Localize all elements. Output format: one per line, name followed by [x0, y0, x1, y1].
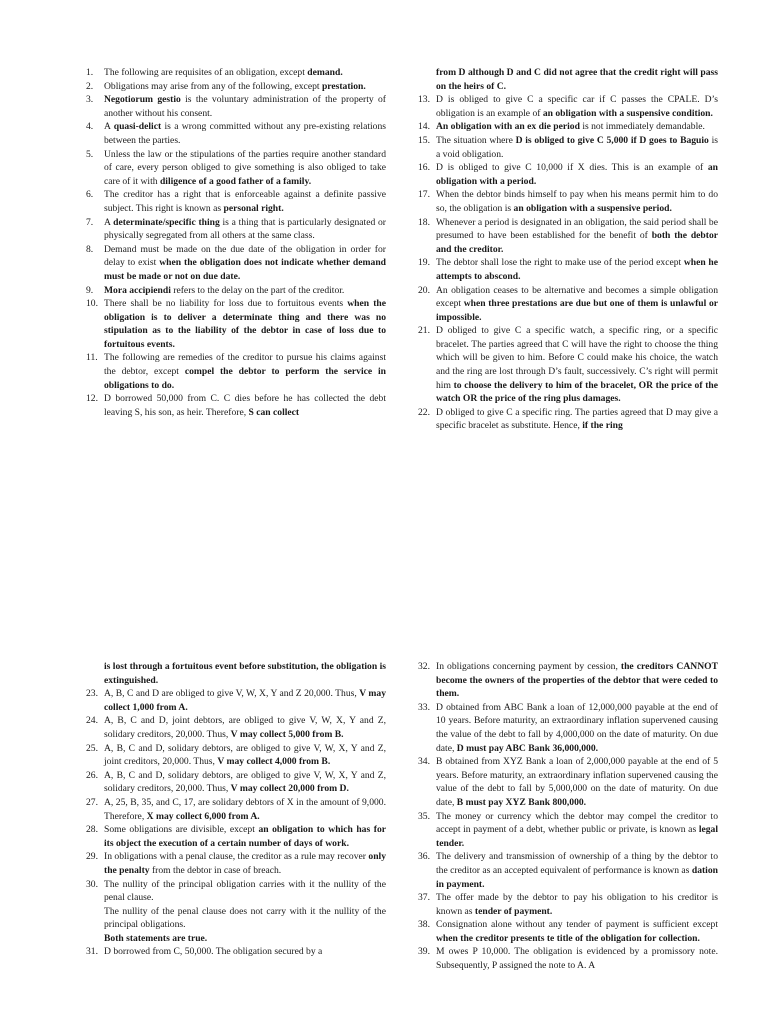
list-item — [418, 188, 718, 215]
answer-text: from D although D and C did not agree that the credit right will pass on the heirs of C. — [436, 67, 718, 92]
question-text: D is obliged to give C a specific car if C passes the CPALE. D’s obligation is an example of — [436, 94, 718, 119]
answer-text: V may collect 1,000 from A. — [104, 688, 386, 713]
list-item — [418, 891, 718, 918]
item-text — [436, 93, 718, 120]
item-number: 6. — [86, 189, 94, 201]
item-text — [436, 134, 718, 161]
item-subparagraph — [104, 905, 386, 932]
question-text: Whenever a period is designated in an obligation, the said period shall be presumed to have been established for the benefit of — [436, 216, 718, 242]
answer-text: both the debtor and the creditor. — [436, 230, 718, 255]
question-text: When the debtor binds himself to pay when his means permit him to do so, the obligation is — [436, 189, 718, 214]
item-text — [436, 161, 718, 188]
item-text — [436, 945, 718, 972]
item-text — [436, 850, 718, 891]
list-item — [86, 714, 386, 741]
answer-text: Negotiorum gestio — [104, 94, 181, 106]
item-text — [436, 216, 718, 257]
list-item — [86, 823, 386, 850]
item-text — [436, 755, 718, 809]
answer-text: V may collect 5,000 from B. — [230, 728, 344, 740]
item-number: 18. — [418, 216, 430, 228]
item-text — [104, 714, 386, 741]
question-text: The situation where — [436, 134, 516, 146]
list-item — [86, 769, 386, 796]
list-item — [86, 66, 386, 80]
item-text — [436, 406, 718, 433]
list-item — [86, 850, 386, 877]
item-text — [436, 918, 718, 945]
item-number: 14. — [418, 121, 430, 133]
list-item — [86, 796, 386, 823]
item-number: 24. — [86, 715, 98, 727]
list-item — [86, 243, 386, 284]
answer-text: personal right. — [223, 202, 284, 214]
item-number: 22. — [418, 406, 430, 418]
answer-text: the creditors CANNOT become the owners of the properties of the debtor that were ceded to them. — [436, 661, 718, 700]
answer-text: diligence of a good father of a family. — [159, 175, 312, 187]
list-item — [418, 120, 718, 134]
item-number: 37. — [418, 892, 430, 904]
item-number: 26. — [86, 769, 98, 781]
item-text — [104, 120, 386, 147]
question-text: Some obligations are divisible, except — [104, 824, 259, 836]
answer-text: An obligation with an ex die period — [436, 121, 580, 133]
list-item — [86, 687, 386, 714]
item-number: 25. — [86, 742, 98, 754]
question-text: In obligations concerning payment by cession, — [436, 661, 621, 672]
list-item — [86, 148, 386, 189]
answer-text: V may collect 4,000 from B. — [217, 756, 331, 768]
item-text — [436, 66, 718, 93]
item-text — [104, 769, 386, 796]
list-item — [418, 161, 718, 188]
item-number: 33. — [418, 701, 430, 713]
list-item — [86, 93, 386, 120]
answer-text: Mora accipiendi — [104, 284, 171, 296]
list-item — [418, 850, 718, 891]
answer-text: quasi-delict — [113, 121, 162, 133]
item-text — [436, 660, 718, 701]
item-number: 38. — [418, 919, 430, 931]
item-number: 12. — [86, 393, 98, 405]
question-text: is a thing that is particularly designated or physically segregated from all others at the same class. — [104, 216, 386, 242]
item-text — [104, 216, 386, 243]
item-text — [104, 351, 386, 392]
answer-text: only the penalty — [104, 851, 386, 876]
question-text: Unless the law or the stipulations of the parties require another standard of care, every person obliged to give something is also obliged to take care of it with — [104, 148, 386, 187]
item-text — [104, 148, 386, 189]
item-number: 30. — [86, 878, 98, 890]
item-text — [104, 80, 386, 94]
list-item-continuation — [86, 660, 386, 687]
answer-text: is lost through a fortuitous event before substitution, the obligation is extinguished. — [104, 661, 386, 686]
column-left — [86, 66, 386, 419]
question-text: The offer made by the debtor to pay his obligation to his creditor is known as — [436, 892, 718, 917]
item-number: 21. — [418, 325, 430, 337]
question-text: D obliged to give C a specific watch, a specific ring, or a specific bracelet. The parties agreed that C will have the right to choose the thing which will be given to him. Before C could make his choice, the watch and the ring are lost through D’s fault, successively. C’s right will permit him — [436, 325, 718, 391]
item-subparagraph — [104, 932, 386, 946]
list-item-continuation — [418, 66, 718, 93]
item-number: 20. — [418, 284, 430, 296]
answer-text: tender of payment. — [474, 905, 553, 917]
item-text — [436, 810, 718, 851]
question-text: Demand must be made on the due date of the obligation in order for delay to exist — [104, 243, 386, 269]
item-number: 32. — [418, 661, 430, 672]
list-item — [418, 660, 718, 701]
item-text — [104, 660, 386, 687]
question-text: The creditor has a right that is enforceable against a definite passive subject. This right is known as — [104, 189, 386, 214]
question-text: The nullity of the penal clause does not carry with it the nullity of the principal obligations. — [104, 905, 386, 931]
question-text: A, 25, B, 35, and C, 17, are solidary debtors of X in the amount of 9,000. Therefore, — [104, 796, 386, 822]
item-text — [104, 796, 386, 823]
column-left — [86, 660, 386, 959]
question-text: is the voluntary administration of the property of another without his consent. — [104, 94, 387, 119]
item-text — [436, 324, 718, 406]
question-text: D is obliged to give C 10,000 if X dies. This is an example of — [436, 162, 708, 174]
list-item — [418, 216, 718, 257]
answer-text: dation in payment. — [436, 864, 718, 890]
answer-text: compel the debtor to perform the service in obligations to do. — [104, 366, 386, 391]
list-item — [418, 324, 718, 406]
question-text: The money or currency which the debtor may compel the creditor to accept in payment of a debt, whether public or private, is known as — [436, 810, 718, 836]
answer-text: demand. — [307, 67, 343, 78]
page-bottom — [0, 512, 768, 1024]
item-number: 28. — [86, 824, 98, 836]
question-text: D borrowed 50,000 from C. C dies before he has collected the debt leaving S, his son, as heir. Therefore, — [104, 393, 386, 418]
item-text — [104, 93, 386, 120]
question-text: Obligations may arise from any of the following, except — [104, 80, 322, 92]
item-number: 4. — [86, 121, 94, 133]
item-text — [104, 392, 386, 419]
item-number: 16. — [418, 162, 430, 174]
answer-text: X may collect 6,000 from A. — [146, 810, 260, 822]
list-item — [86, 945, 386, 959]
item-text — [104, 188, 386, 215]
item-number: 39. — [418, 946, 430, 958]
list-item — [86, 742, 386, 769]
item-text — [436, 256, 718, 283]
list-item — [418, 701, 718, 755]
answer-text: if the ring — [582, 420, 623, 432]
question-text: Consignation alone without any tender of payment is sufficient except — [436, 919, 718, 931]
item-number: 29. — [86, 851, 98, 863]
item-text — [104, 66, 386, 80]
answer-text: when the obligation does not indicate whether demand must be made or not on due date. — [104, 257, 386, 282]
item-text — [104, 284, 386, 298]
item-text — [104, 823, 386, 850]
question-text: A, B, C and D, solidary debtors, are obliged to give V, W, X, Y and Z, joint creditors, 20,000. Thus, — [104, 742, 386, 768]
column-right — [418, 66, 718, 433]
list-item — [86, 297, 386, 351]
question-text: A — [104, 216, 114, 228]
item-number: 10. — [86, 298, 98, 310]
question-text: The following are remedies of the creditor to pursue his claims against the debtor, except — [104, 352, 386, 378]
question-text: An obligation ceases to be alternative and becomes a simple obligation except — [436, 284, 718, 310]
list-item — [86, 878, 386, 946]
question-text: D borrowed from C, 50,000. The obligation secured by a — [104, 946, 323, 958]
item-text — [104, 850, 386, 877]
answer-text: B must pay XYZ Bank 800,000. — [456, 796, 587, 808]
item-number: 2. — [86, 80, 94, 92]
question-text: A, B, C and D are obliged to give V, W, X, Y and Z 20,000. Thus, — [104, 688, 360, 700]
answer-text: determinate/specific thing — [113, 216, 220, 228]
item-text — [436, 284, 718, 325]
item-text — [436, 891, 718, 918]
answer-text: an obligation with a suspensive period. — [513, 202, 672, 214]
item-text — [104, 742, 386, 769]
item-number: 8. — [86, 243, 94, 255]
answer-text: legal tender. — [436, 824, 718, 849]
list-item — [86, 216, 386, 243]
list-item — [86, 392, 386, 419]
list-item — [418, 918, 718, 945]
question-text: is not immediately demandable. — [579, 121, 705, 133]
answer-text: prestation. — [321, 80, 366, 92]
item-text — [104, 945, 386, 959]
question-text: In obligations with a penal clause, the creditor as a rule may recover — [104, 851, 369, 863]
column-right — [418, 660, 718, 973]
question-text: refers to the delay on the part of the creditor. — [170, 284, 345, 296]
answer-text: Both statements are true. — [104, 932, 208, 944]
answer-text: an obligation with a suspensive condition. — [542, 107, 713, 119]
item-number: 23. — [86, 688, 98, 700]
question-text: is a wrong committed without any pre-existing relations between the parties. — [104, 121, 386, 146]
question-text: B obtained from XYZ Bank a loan of 2,000,000 payable at the end of 5 years. Before maturity, an extraordinary inflation supervened causing the value of the debt to fall by 5,000,000 on the date of maturity. On due date, — [436, 756, 718, 808]
item-number: 34. — [418, 756, 430, 768]
item-number: 27. — [86, 796, 98, 808]
item-text — [104, 297, 386, 351]
item-number: 15. — [418, 134, 430, 146]
question-text: A — [104, 121, 114, 133]
item-number: 19. — [418, 257, 430, 269]
list-item — [86, 120, 386, 147]
item-text — [436, 701, 718, 755]
item-number: 7. — [86, 216, 94, 228]
list-item — [418, 93, 718, 120]
question-text: D obliged to give C a specific ring. The parties agreed that D may give a specific bracelet as substitute. Hence, — [436, 406, 718, 432]
answer-text: when the creditor presents te title of the obligation for collection. — [436, 932, 700, 944]
answer-text: D is obliged to give C 5,000 if D goes to Baguio — [515, 134, 709, 146]
question-text: The delivery and transmission of ownership of a thing by the debtor to the creditor as an accepted equivalent of performance is known as — [436, 851, 718, 876]
answer-text: an obligation to which has for its object the execution of a certain number of days of work. — [104, 824, 387, 849]
list-item — [418, 406, 718, 433]
list-item — [86, 351, 386, 392]
item-number: 13. — [418, 94, 430, 106]
answer-text: V may collect 20,000 from D. — [230, 783, 349, 795]
answer-text: to choose the delivery to him of the bracelet, OR the price of the watch OR the price of the ring plus damages. — [436, 379, 718, 405]
answer-text: when three prestations are due but one of them is unlawful or impossible. — [436, 298, 718, 323]
item-text — [104, 687, 386, 714]
answer-text: when the obligation is to deliver a determinate thing and there was no stipulation as to the liability of the debtor in case of loss due to fortuitous events. — [104, 298, 386, 350]
item-number: 5. — [86, 148, 94, 160]
question-text: A, B, C and D, solidary debtors, are obliged to give V, W, X, Y and Z, solidary creditors, 20,000. Thus, — [104, 769, 386, 795]
question-text: is a void obligation. — [436, 134, 718, 160]
question-text: The following are requisites of an obligation, except — [104, 67, 308, 78]
item-number: 17. — [418, 189, 430, 201]
list-item — [86, 80, 386, 94]
question-text: D obtained from ABC Bank a loan of 12,000,000 payable at the end of 10 years. Before maturity, an extraordinary inflation supervened causing the value of the debt to fall by 4,000,000 on the date of maturity. On due date, — [436, 701, 718, 754]
list-item — [418, 755, 718, 809]
list-item — [418, 284, 718, 325]
item-number: 3. — [86, 94, 94, 106]
list-item — [418, 134, 718, 161]
item-text — [104, 243, 386, 284]
item-text — [436, 120, 718, 134]
item-number: 11. — [86, 352, 98, 364]
answer-text: an obligation with a period. — [436, 162, 718, 187]
answer-text: when he attempts to abscond. — [436, 257, 718, 282]
list-item — [418, 945, 718, 972]
question-text: The nullity of the principal obligation carries with it the nullity of the penal clause. — [104, 878, 386, 904]
list-item — [418, 256, 718, 283]
item-number: 36. — [418, 851, 430, 863]
question-text: M owes P 10,000. The obligation is evidenced by a promissory note. Subsequently, P assigned the note to A. A — [436, 946, 718, 972]
answer-text: S can collect — [248, 406, 300, 418]
question-text: A, B, C and D, joint debtors, are obliged to give V, W, X, Y and Z, solidary creditors, 20,000. Thus, — [104, 715, 386, 740]
answer-text: D must pay ABC Bank 36,000,000. — [456, 742, 599, 754]
item-text — [436, 188, 718, 215]
list-item — [418, 810, 718, 851]
item-number: 1. — [86, 67, 94, 78]
list-item — [86, 188, 386, 215]
question-text: The debtor shall lose the right to make use of the period except — [436, 257, 684, 269]
item-text — [104, 878, 386, 946]
question-text: There shall be no liability for loss due to fortuitous events — [104, 298, 348, 310]
list-item — [86, 284, 386, 298]
item-number: 35. — [418, 810, 430, 822]
item-number: 31. — [86, 946, 98, 958]
question-text: from the debtor in case of breach. — [149, 864, 282, 876]
item-number: 9. — [86, 284, 94, 296]
